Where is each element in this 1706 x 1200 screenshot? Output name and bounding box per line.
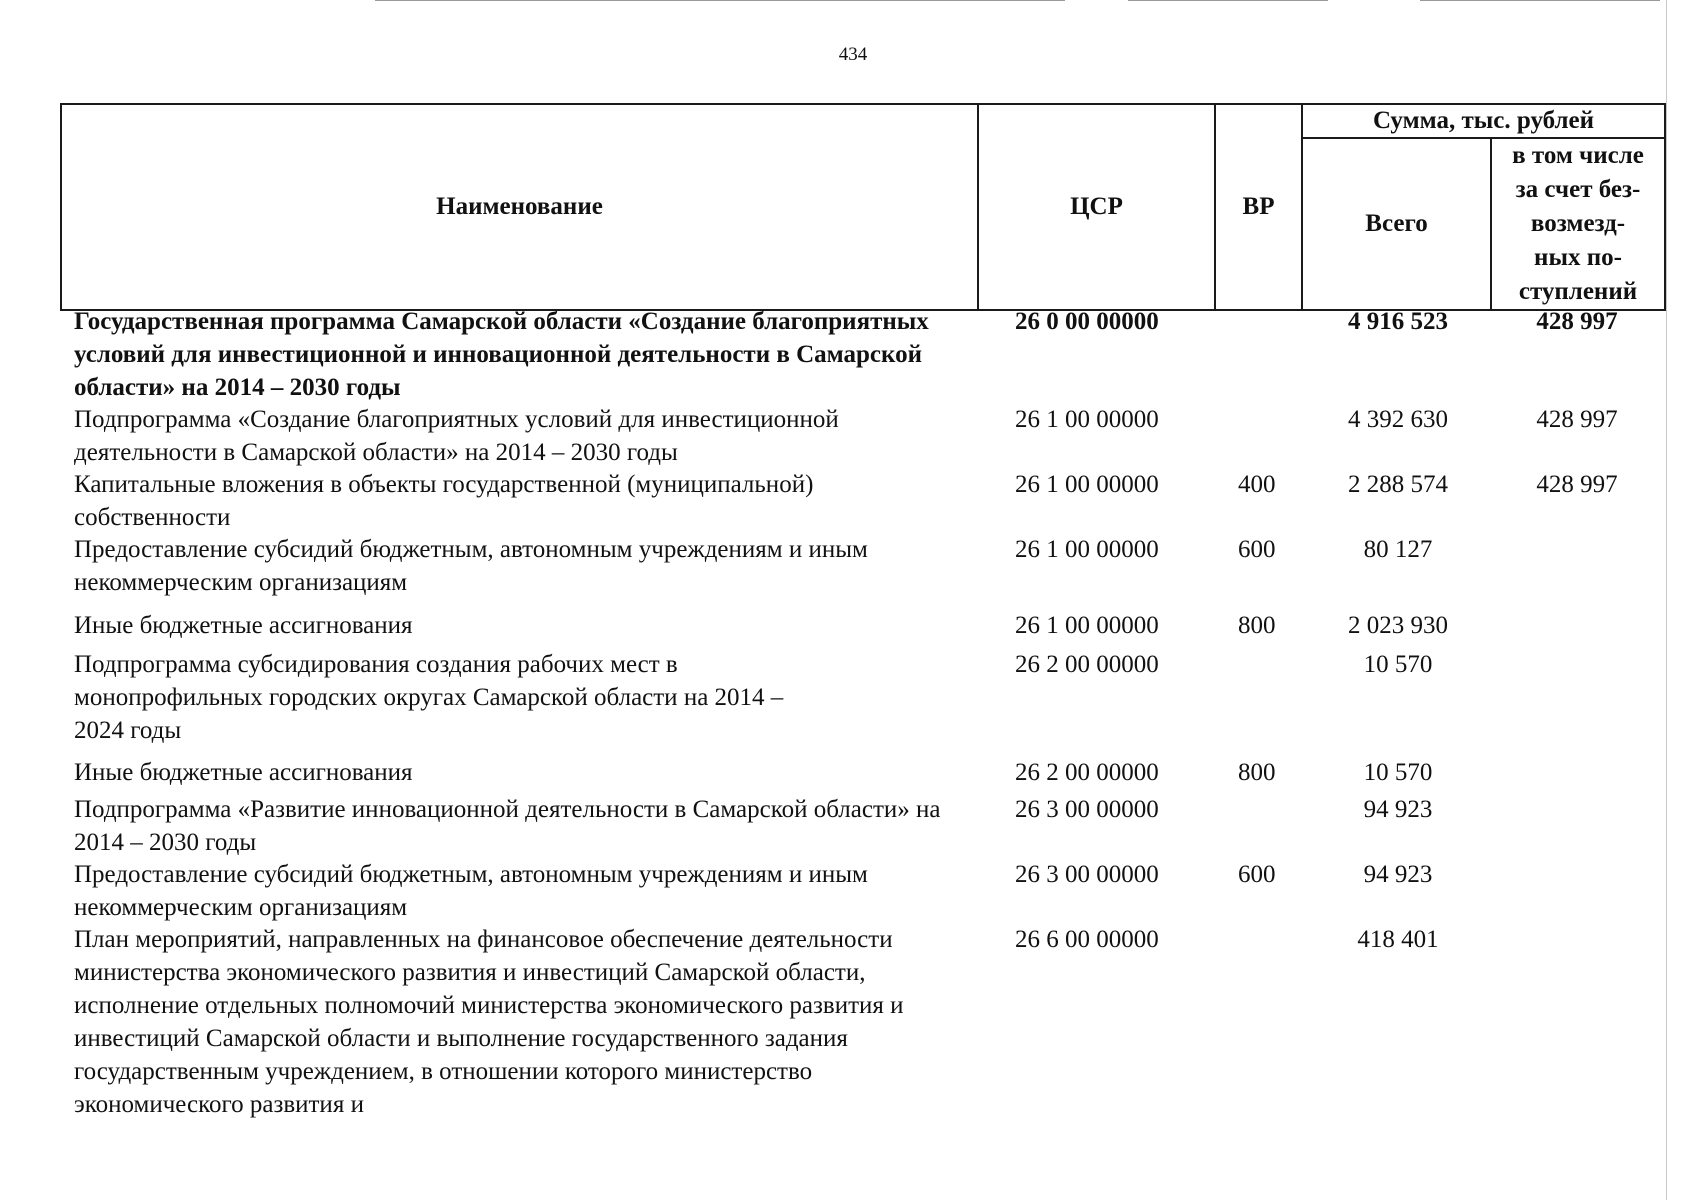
row-total: 4 916 523: [1348, 308, 1448, 335]
header-free-line: ступлений: [1518, 278, 1638, 305]
row-vr: 800: [1238, 759, 1276, 786]
scan-artifact-line: [1128, 0, 1328, 1]
row-csr: 26 2 00 00000: [1015, 651, 1159, 678]
row-total: 418 401: [1357, 926, 1439, 953]
row-free: 428 997: [1536, 406, 1618, 433]
row-free: 428 997: [1536, 308, 1618, 335]
row-csr: 26 1 00 00000: [1015, 406, 1159, 433]
row-name: Государственная программа Самарской области «Создание благоприятных условий для инвестиционной и инновационной деятельности в Самарской области» на 2014 – 2030 годы: [74, 308, 929, 401]
row-name: Подпрограмма субсидирования создания рабочих мест в монопрофильных городских округах Самарской области на 2014 – 2024 годы: [74, 651, 784, 744]
header-total: Всего: [1302, 138, 1491, 310]
row-name: План мероприятий, направленных на финансовое обеспечение деятельности министерства экономического развития и инвестиций Самарской области, исполнение отдельных полномочий министерства экономического развития и инвестиций Самарской области и выполнение государственного задания государственным учреждением, в отношении которого министерство экономического развития и: [74, 926, 904, 1118]
row-total: 2 288 574: [1348, 471, 1448, 498]
row-total: 94 923: [1363, 861, 1433, 888]
row-vr: 800: [1238, 612, 1276, 639]
row-total: 94 923: [1363, 796, 1433, 823]
header-name: Наименование: [61, 104, 978, 310]
row-free: 428 997: [1536, 471, 1618, 498]
row-csr: 26 1 00 00000: [1015, 471, 1159, 498]
row-name: Предоставление субсидий бюджетным, автономным учреждениям и иным некоммерческим организациям: [74, 536, 868, 596]
row-name: Иные бюджетные ассигнования: [74, 759, 413, 786]
row-name: Капитальные вложения в объекты государственной (муниципальной) собственности: [74, 471, 814, 531]
row-total: 10 570: [1363, 759, 1433, 786]
header-free-line: возмезд-: [1530, 210, 1626, 237]
header-vr: ВР: [1215, 104, 1302, 310]
row-name: Подпрограмма «Развитие инновационной деятельности в Самарской области» на 2014 – 2030 годы: [74, 796, 941, 856]
row-vr: 600: [1238, 536, 1276, 563]
scan-artifact-line: [1420, 0, 1660, 1]
row-csr: 26 3 00 00000: [1015, 861, 1159, 888]
row-csr: 26 0 00 00000: [1015, 308, 1159, 335]
row-csr: 26 1 00 00000: [1015, 536, 1159, 563]
scan-artifact-line: [375, 0, 1065, 1]
row-csr: 26 3 00 00000: [1015, 796, 1159, 823]
row-total: 10 570: [1363, 651, 1433, 678]
row-name: Подпрограмма «Создание благоприятных условий для инвестиционной деятельности в Самарской области» на 2014 – 2030 годы: [74, 406, 839, 466]
header-free: [1491, 138, 1665, 310]
row-vr: 600: [1238, 861, 1276, 888]
row-total: 4 392 630: [1348, 406, 1448, 433]
row-vr: 400: [1238, 471, 1276, 498]
table-header: [60, 103, 1666, 311]
header-free-line: ных по-: [1534, 244, 1622, 271]
header-sum: Сумма, тыс. рублей: [1302, 104, 1665, 138]
row-csr: 26 1 00 00000: [1015, 612, 1159, 639]
row-total: 2 023 930: [1348, 612, 1448, 639]
row-csr: 26 2 00 00000: [1015, 759, 1159, 786]
row-name: Предоставление субсидий бюджетным, автономным учреждениям и иным некоммерческим организациям: [74, 861, 868, 921]
row-total: 80 127: [1363, 536, 1433, 563]
header-csr: ЦСР: [978, 104, 1215, 310]
header-free-line: в том числе: [1512, 142, 1644, 169]
row-name: Иные бюджетные ассигнования: [74, 612, 413, 639]
page-number: 434: [838, 44, 868, 65]
row-csr: 26 6 00 00000: [1015, 926, 1159, 953]
header-free-line: за счет без-: [1515, 176, 1641, 203]
scan-artifact-line: [1666, 0, 1667, 1200]
